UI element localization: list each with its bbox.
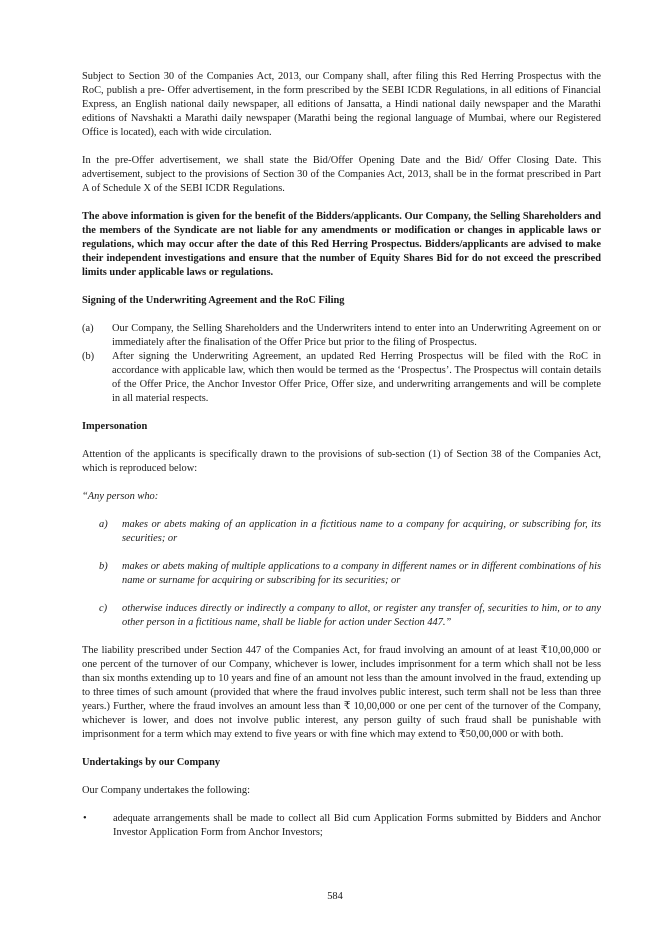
paragraph-bid-offer-dates: In the pre-Offer advertisement, we shall state the Bid/Offer Opening Date and the Bid/ Offer Closing Date. This advertisement, subject to the provisions of Section 30 of the Companies Act, 2013, shall be in the format prescribed in Part A of Schedule X of the SEBI ICDR Regulations. <box>82 155 601 194</box>
impersonation-item-a <box>99 518 601 546</box>
list-marker-b: (b) <box>82 351 95 362</box>
signing-roc-filing-list <box>82 322 601 406</box>
impersonation-item-c-text: otherwise induces directly or indirectly a company to allot, or register any transfer of, securities to him, or to any other person in a fictitious name, shall be liable for action under Section 447.” <box>122 603 601 628</box>
paragraph-pre-offer-advertisement: Subject to Section 30 of the Companies Act, 2013, our Company shall, after filing this Red Herring Prospectus with the RoC, publish a pre- Offer advertisement, in the form prescribed by the SEBI ICDR Regulations, in all editions of Financial Express, an English national daily newspaper, all editions of Jansatta, a Hindi national daily newspaper and the Marathi editions of Navshakti a Marathi daily newspaper (Marathi being the regional language of Mumbai, where our Registered Office is located), each with wide circulation. <box>82 71 601 138</box>
paragraph-benefit-notice: The above information is given for the benefit of the Bidders/applicants. Our Company, the Selling Shareholders and the members of the Syndicate are not liable for any amendments or modification or changes in applicable laws or regulations, which may occur after the date of this Red Herring Prospectus. Bidders/applicants are advised to make their independent investigations and ensure that the number of Equity Shares Bid for do not exceed the prescribed limits under applicable laws or regulations. <box>82 211 601 278</box>
impersonation-marker-c: c) <box>99 603 108 614</box>
heading-impersonation: Impersonation <box>82 421 148 432</box>
bullet-icon: • <box>83 813 87 824</box>
paragraph-undertakes-intro: Our Company undertakes the following: <box>82 785 250 796</box>
paragraph-liability-section-447: The liability prescribed under Section 447 of the Companies Act, for fraud involving an amount of at least ₹10,00,000 or one percent of the turnover of our Company, whichever is lower, includes imprisonment for a term which shall not be less than six months extending up to 10 years and fine of an amount not less than the amount involved in the fraud, extending up to three times of such amount (provided that where the fraud involves public interest, such term shall not be less than three years.) Further, where the fraud involves an amount less than ₹ 10,00,000 or one per cent of the turnover of the Company, whichever is lower, and does not involve public interest, any person guilty of such fraud shall be punishable with imprisonment for a term which may extend to five years or with fine which may extend to ₹50,00,000 or with both. <box>82 645 601 740</box>
heading-undertakings-by-company: Undertakings by our Company <box>82 757 221 768</box>
quote-intro-any-person-who: “Any person who: <box>82 491 159 502</box>
impersonation-item-a-text: makes or abets making of an application in a fictitious name to a company for acquiring, or subscribing for, its securities; or <box>122 519 601 544</box>
impersonation-item-b <box>99 560 601 588</box>
page-number: 584 <box>327 891 343 902</box>
list-marker-a: (a) <box>82 323 94 334</box>
list-item-a-text: Our Company, the Selling Shareholders and the Underwriters intend to enter into an Underwriting Agreement on or immediately after the finalisation of the Offer Price but prior to the filing of Prospectus. <box>112 323 601 348</box>
impersonation-marker-b: b) <box>99 561 108 572</box>
impersonation-marker-a: a) <box>99 519 108 530</box>
heading-signing-underwriting-agreement: Signing of the Underwriting Agreement and the RoC Filing <box>82 295 345 306</box>
undertakings-bullet-text: adequate arrangements shall be made to collect all Bid cum Application Forms submitted by Bidders and Anchor Investor Application Form from Anchor Investors; <box>113 813 601 838</box>
paragraph-attention-section-38: Attention of the applicants is specifically drawn to the provisions of sub-section (1) of Section 38 of the Companies Act, which is reproduced below: <box>82 449 601 474</box>
impersonation-item-b-text: makes or abets making of multiple applications to a company in different names or in different combinations of his name or surname for acquiring or subscribing for its securities; or <box>122 561 601 586</box>
list-item-b-text: After signing the Underwriting Agreement, an updated Red Herring Prospectus will be filed with the RoC in accordance with applicable law, which then would be termed as the ‘Prospectus’. The Prospectus will contain details of the Offer Price, the Anchor Investor Offer Price, Offer size, and underwriting arrangements and will be complete in all material respects. <box>112 351 601 404</box>
list-item-a <box>82 322 601 350</box>
undertakings-bullet-item <box>82 812 601 840</box>
list-item-b <box>82 350 601 406</box>
impersonation-item-c <box>99 602 601 630</box>
